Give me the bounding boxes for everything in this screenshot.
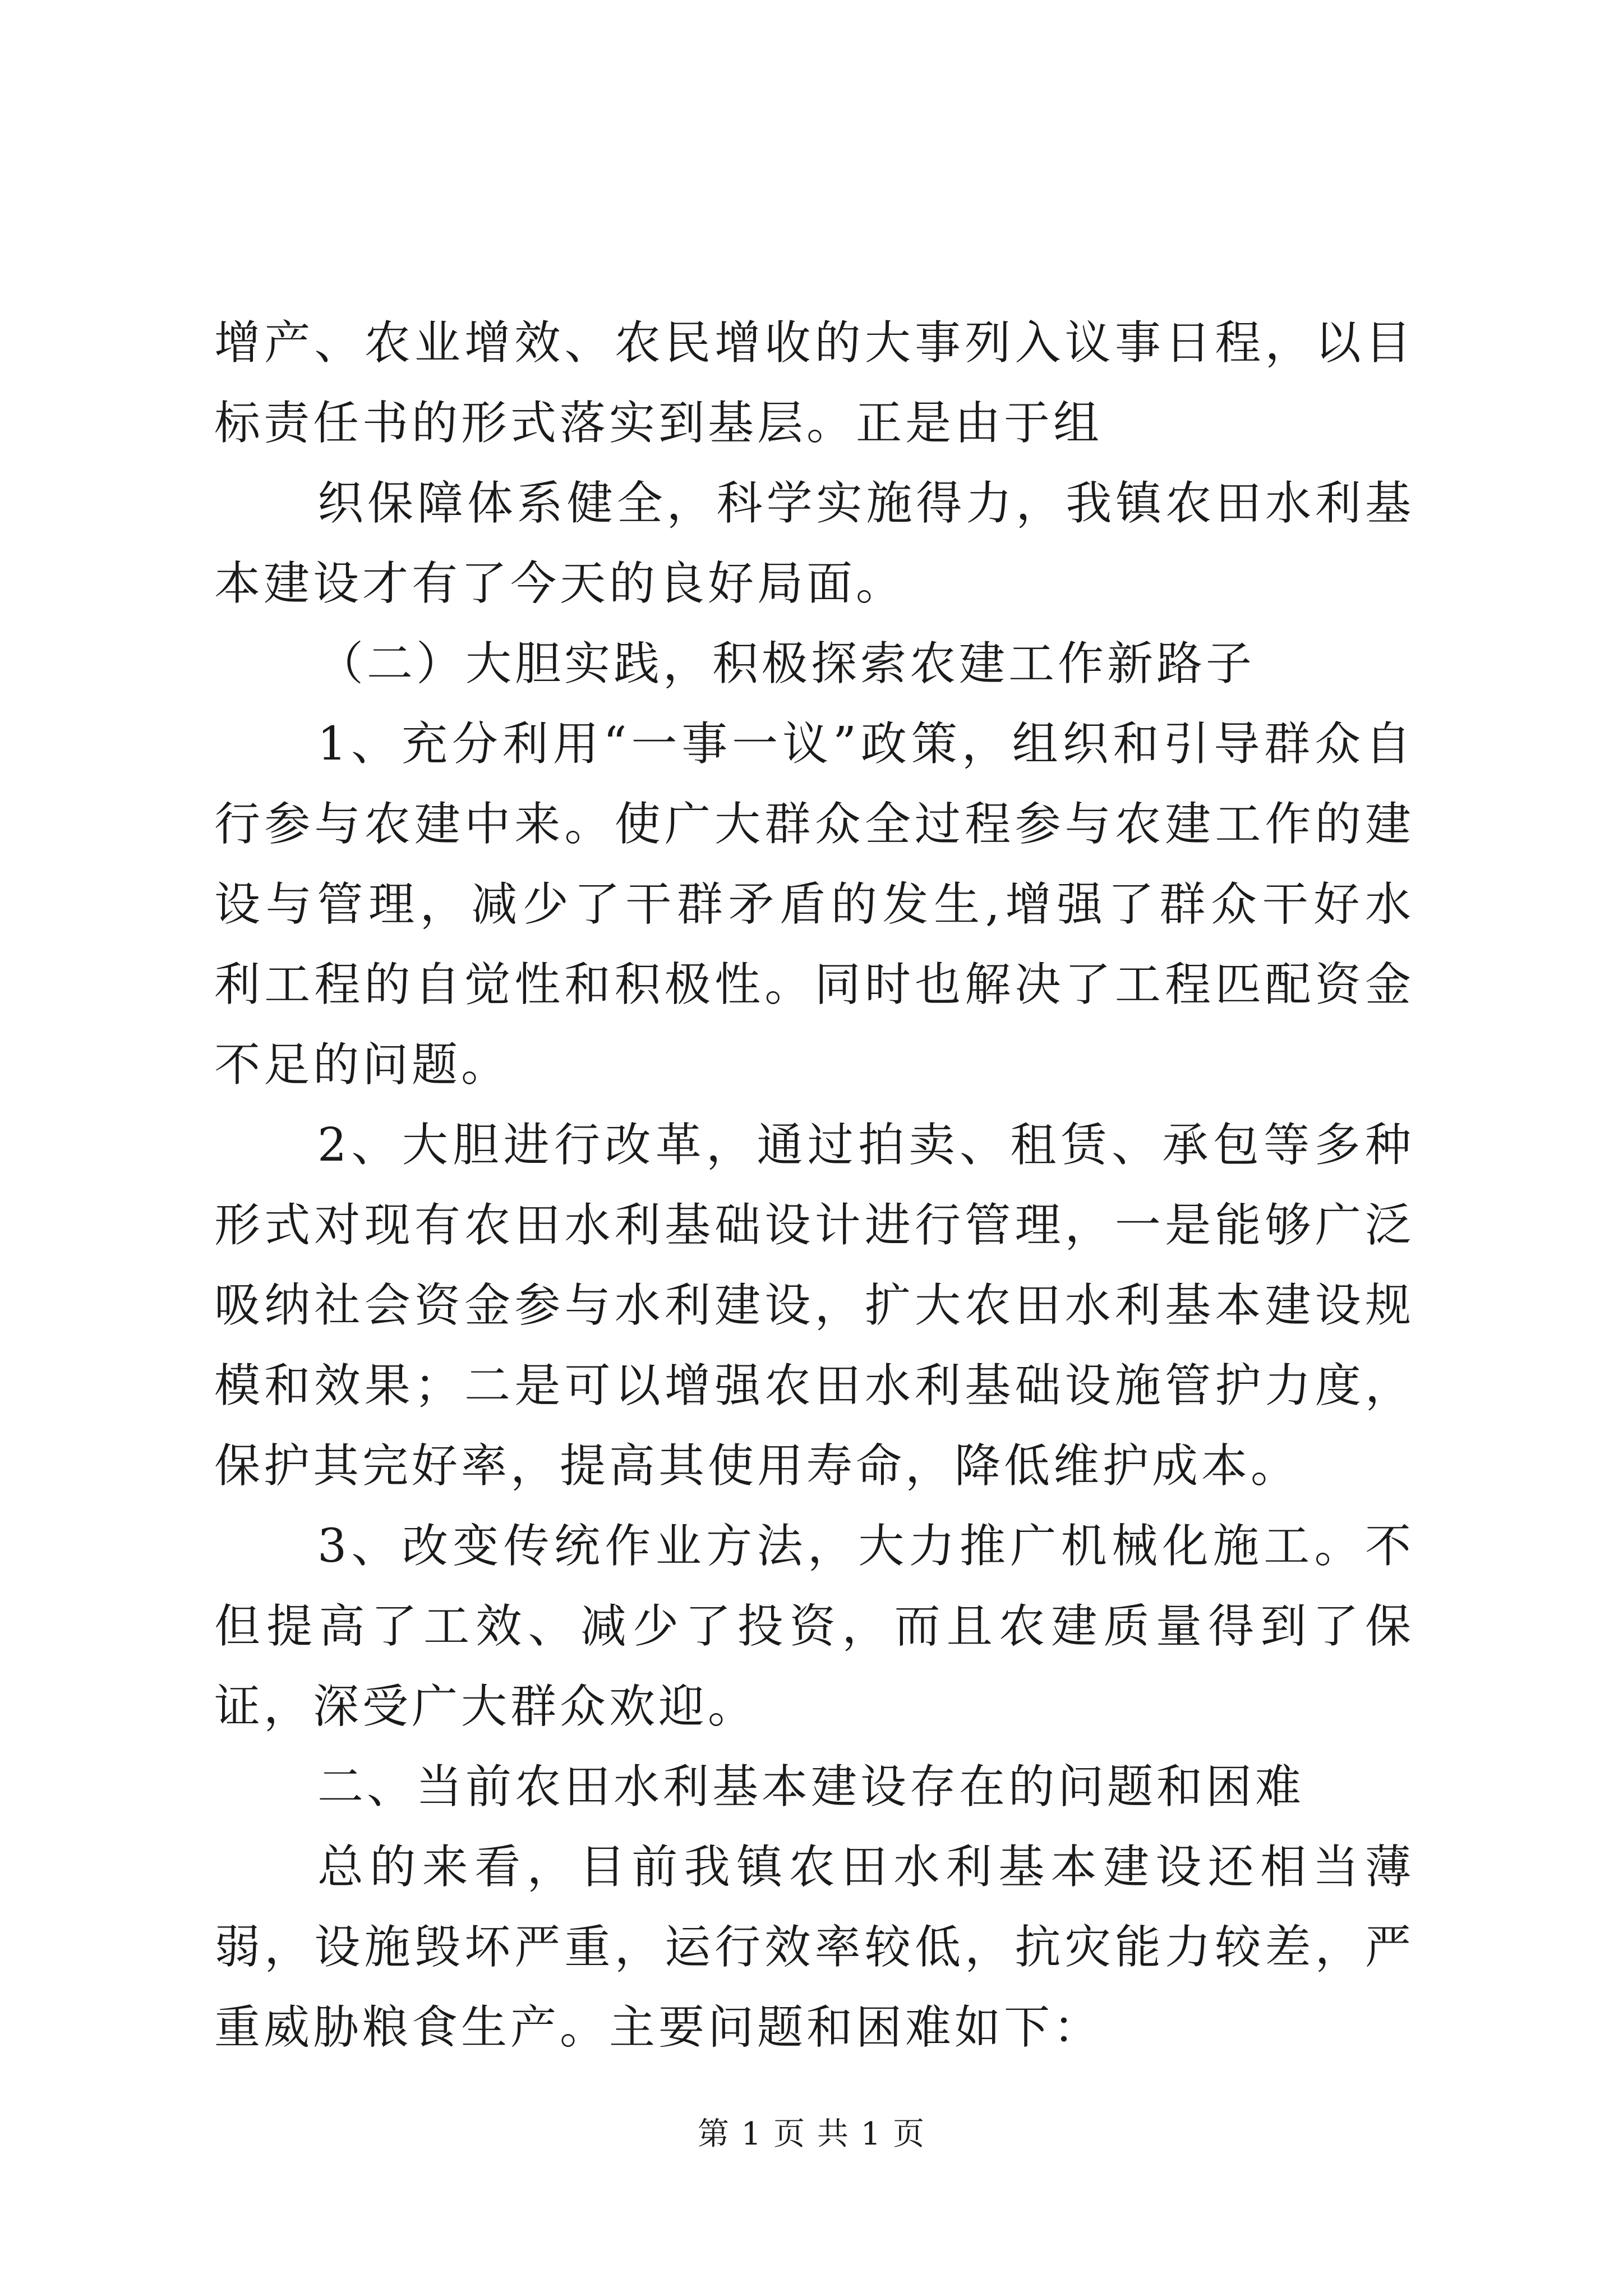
paragraph-item-2: 2、大胆进行改革，通过拍卖、租赁、承包等多种形式对现有农田水利基础设计进行管理，一是能够广泛吸纳社会资金参与水利建设，扩大农田水利基本建设规模和效果；二是可以增强农田水利基础设施管护力度，保护其完好率，提高其使用寿命，降低维护成本。 <box>214 1119 1414 1493</box>
section-heading-practice: （二）大胆实践，积极探索农建工作新路子 <box>317 637 1256 691</box>
paragraph-organization: 织保障体系健全，科学实施得力，我镇农田水利基本建设才有了今天的良好局面。 <box>214 477 1414 610</box>
page-number-footer: 第 1 页 共 1 页 <box>697 2116 926 2152</box>
paragraph-item-3: 3、改变传统作业方法，大力推广机械化施工。不但提高了工效、减少了投资，而且农建质量得到了保证，深受广大群众欢迎。 <box>214 1520 1414 1733</box>
document-body <box>214 303 1414 2068</box>
paragraph-continuation: 增产、农业增效、农民增收的大事列入议事日程，以目标责任书的形式落实到基层。正是由于组 <box>214 316 1414 450</box>
section-heading-problems: 二、当前农田水利基本建设存在的问题和困难 <box>317 1760 1305 1814</box>
paragraph-summary: 总的来看，目前我镇农田水利基本建设还相当薄弱，设施毁坏严重，运行效率较低，抗灾能力较差，严重威胁粮食生产。主要问题和困难如下： <box>214 1841 1414 2054</box>
paragraph-item-1: 1、充分利用“一事一议”政策，组织和引导群众自行参与农建中来。使广大群众全过程参与农建工作的建设与管理，减少了干群矛盾的发生,增强了群众干好水利工程的自觉性和积极性。同时也解决了工程匹配资金不足的问题。 <box>214 717 1414 1092</box>
